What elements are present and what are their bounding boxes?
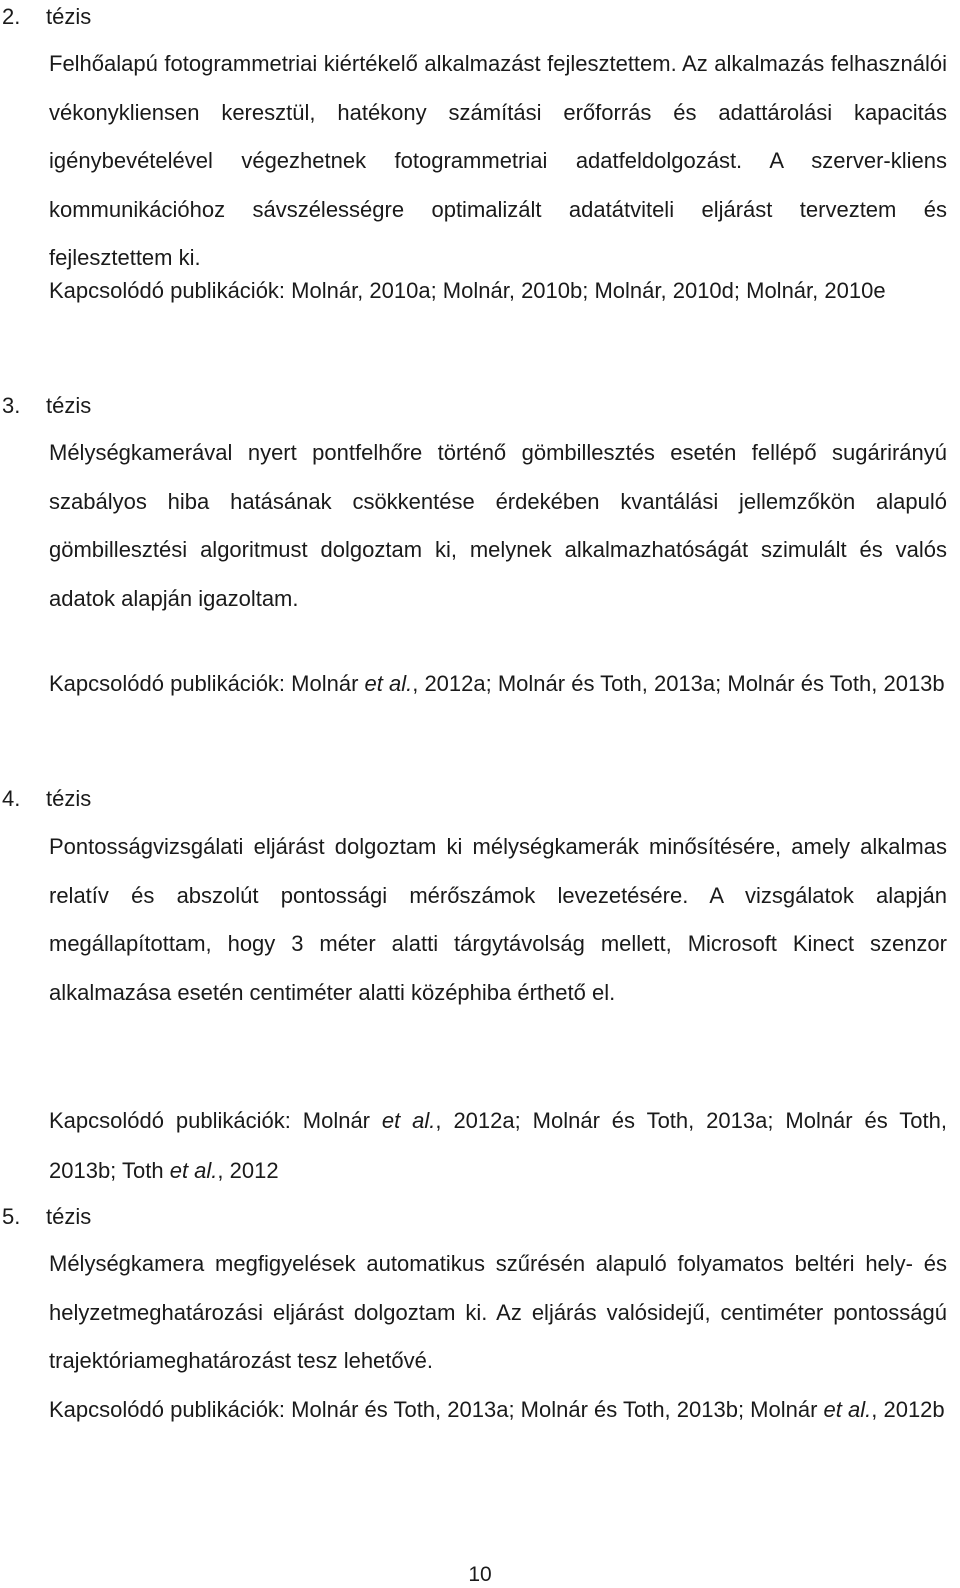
related-publications: Kapcsolódó publikációk: Molnár, 2010a; Molnár, 2010b; Molnár, 2010d; Molnár, 2010e bbox=[49, 278, 886, 303]
thesis-number: 4. bbox=[2, 786, 21, 811]
thesis-label: tézis bbox=[46, 1204, 92, 1229]
pubs-text: Kapcsolódó publikációk: Molnár bbox=[49, 1108, 382, 1133]
pubs-text: , 2012 bbox=[217, 1158, 279, 1183]
pubs-et-al: et al. bbox=[364, 671, 413, 696]
thesis-label: tézis bbox=[46, 393, 92, 418]
page-number: 10 bbox=[468, 1563, 492, 1586]
thesis-heading bbox=[2, 391, 91, 421]
thesis-body: Pontosságvizsgálati eljárást dolgoztam ki mélységkamerák minősítésére, amely alkalmas relatív és abszolút pontossági mérőszámok levezetésére. A vizsgálatok alapján megállapítottam, hogy 3 méter alatti tárgytávolság mellett, Microsoft Kinect szenzor alkalmazása esetén centiméter alatti középhiba érthető el. bbox=[49, 834, 947, 1005]
pubs-et-al: et al. bbox=[381, 1108, 436, 1133]
related-publications bbox=[49, 1096, 947, 1196]
pubs-text: , 2012a; Molnár és Toth, 2013a; Molnár és Toth, 2013b bbox=[412, 671, 945, 696]
thesis-body: Felhőalapú fotogrammetriai kiértékelő alkalmazást fejlesztettem. Az alkalmazás felhasználói vékonykliensen keresztül, hatékony számítási erőforrás és adattárolási kapacitás igénybevételével végezhetnek fotogrammetriai adatfeldolgozást. A szerver-kliens kommunikációhoz sávszélességre optimalizált adatátviteli eljárást terveztem és fejlesztettem ki. bbox=[49, 51, 947, 271]
thesis-heading bbox=[2, 1202, 91, 1232]
related-publications bbox=[49, 1385, 947, 1435]
thesis-heading bbox=[2, 784, 91, 814]
thesis-body: Mélységkamera megfigyelések automatikus szűrésén alapuló folyamatos beltéri hely- és helyzetmeghatározási eljárást dolgoztam ki. Az eljárás valósidejű, centiméter pontosságú trajektóriameghatározást tesz lehetővé. bbox=[49, 1251, 947, 1374]
pubs-text: , 2012b bbox=[871, 1397, 945, 1422]
thesis-body: Mélységkamerával nyert pontfelhőre történő gömbillesztés esetén fellépő sugárirányú szabályos hiba hatásának csökkentése érdekében kvantálási jellemzőkön alapuló gömbillesztési algoritmust dolgoztam ki, melynek alkalmazhatóságát szimulált és valós adatok alapján igazoltam. bbox=[49, 440, 947, 611]
pubs-et-al: et al. bbox=[169, 1158, 218, 1183]
pubs-text: , 2012a; Molnár és Toth, 2013a; Molnár és Toth, 2013b; Toth bbox=[49, 1108, 947, 1183]
pubs-text: Kapcsolódó publikációk: Molnár bbox=[49, 671, 365, 696]
pubs-et-al: et al. bbox=[823, 1397, 872, 1422]
related-publications bbox=[49, 659, 947, 709]
thesis-number: 5. bbox=[2, 1204, 21, 1229]
thesis-number: 3. bbox=[2, 393, 21, 418]
thesis-number: 2. bbox=[2, 4, 21, 29]
thesis-label: tézis bbox=[46, 786, 92, 811]
pubs-text: Kapcsolódó publikációk: Molnár és Toth, 2013a; Molnár és Toth, 2013b; Molnár bbox=[49, 1397, 824, 1422]
thesis-label: tézis bbox=[46, 4, 92, 29]
thesis-heading bbox=[2, 2, 91, 32]
